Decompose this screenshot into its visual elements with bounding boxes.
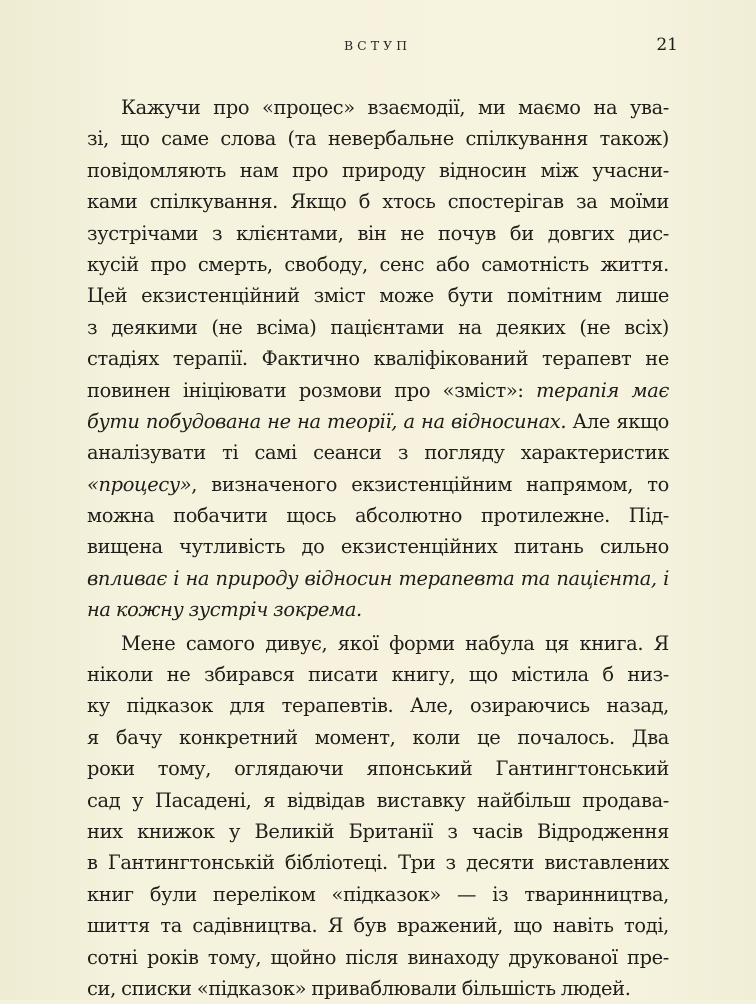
text-line: зустрічами з клієнтами, він не почув би довгих дис- xyxy=(87,221,669,245)
text-line: з деякими (не всіма) пацієнтами на деяких (не всіх) xyxy=(87,315,669,339)
text-line: ку підказок для терапевтів. Але, озираючись назад, xyxy=(87,694,669,718)
text-line: стадіях терапії. Фактично кваліфікований терапевт не xyxy=(87,347,669,371)
text-line: в Гантингтонській бібліотеці. Три з десяти виставлених xyxy=(87,851,669,875)
text-line: Мене самого дивує, якої форми набула ця книга. Я xyxy=(121,631,669,655)
italic-segment: бути побудована не на теорії, а на відносинах. xyxy=(87,409,567,433)
text-line: аналізувати ті самі сеанси з погляду характеристик xyxy=(87,441,669,465)
italic-line: впливає і на природу відносин терапевта та пацієнта, і xyxy=(87,566,669,590)
text-line: них книжок у Великій Британії з часів Відродження xyxy=(87,819,669,843)
text-line: сад у Пасадені, я відвідав виставку найбільш продава- xyxy=(87,788,669,812)
text-line: роки тому, оглядаючи японський Гантингтонський xyxy=(87,757,669,781)
text-segment: Але якщо xyxy=(566,409,669,433)
text-line: я бачу конкретний момент, коли це почалось. Два xyxy=(87,725,669,749)
italic-segment: «процесу» xyxy=(87,472,192,496)
text-line xyxy=(87,406,669,437)
italic-segment: терапія має xyxy=(536,378,669,402)
text-segment: повинен ініціювати розмови про «зміст»: xyxy=(87,378,537,402)
page-number: 21 xyxy=(656,35,678,55)
text-line: шиття та садівництва. Я був вражений, що навіть тоді, xyxy=(87,914,669,938)
text-line xyxy=(87,375,669,406)
body-text xyxy=(87,92,669,1004)
running-title: ВСТУП xyxy=(344,38,412,53)
text-line: кусій про смерть, свободу, сенс або самотність життя. xyxy=(87,252,669,276)
text-line: можна побачити щось абсолютно протилежне. Під- xyxy=(87,504,669,528)
running-head xyxy=(0,35,756,58)
paragraph-2 xyxy=(87,628,669,1004)
text-segment: , визначеного екзистенційним напрямом, то xyxy=(191,472,669,496)
text-line: ніколи не збирався писати книгу, що містила б низ- xyxy=(87,663,669,687)
text-line: повідомляють нам про природу відносин між учасни- xyxy=(87,158,669,182)
text-line: зі, що саме слова (та невербальне спілкування також) xyxy=(87,127,669,151)
text-line: си, списки «підказок» приваблювали більшість людей. xyxy=(87,976,631,1000)
text-line xyxy=(87,469,669,500)
text-line: сотні років тому, щойно після винаходу друкованої пре- xyxy=(87,945,669,969)
text-line: Кажучи про «процес» взаємодії, ми маємо на ува- xyxy=(121,96,669,119)
text-line: книг були переліком «підказок» — із тваринництва, xyxy=(87,882,669,906)
text-line: ками спілкування. Якщо б хтось спостерігав за моїми xyxy=(87,190,669,214)
text-line: вищена чутливість до екзистенційних питань сильно xyxy=(87,535,669,559)
text-line: Цей екзистенційний зміст може бути помітним лише xyxy=(87,284,669,308)
paragraph-1 xyxy=(87,92,669,626)
italic-line: на кожну зустріч зокрема. xyxy=(87,598,362,622)
